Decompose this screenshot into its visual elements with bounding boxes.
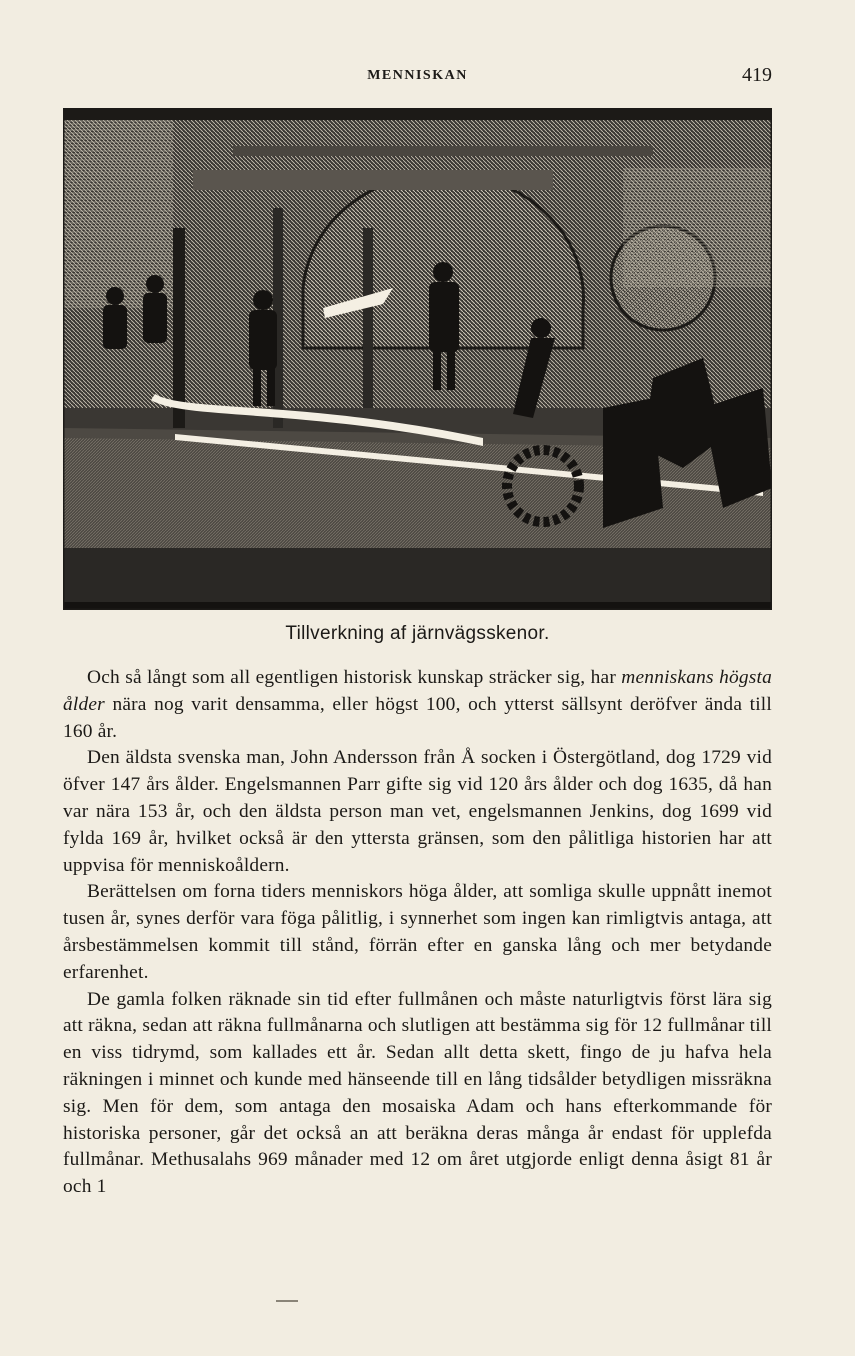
footer-mark	[276, 1300, 298, 1302]
paragraph-1-italic: menniskans högsta ålder	[63, 667, 772, 715]
engraving-illustration	[63, 108, 772, 610]
paragraph-2: Den äldsta svenska man, John Andersson från Å socken i Östergötland, dog 1729 vid öfver 147 års ålder. Engelsmannen Parr gifte sig vid 120 års ålder och dog 1635, då han var nära 153 år, och den äldsta person man vet, engelsmannen Jenkins, dog 1699 vid fylda 169 år, hvilket också är den yttersta gränsen, som den pålitliga historien har att uppvisa för menniskoåldern.	[63, 747, 772, 876]
running-title: MENNISKAN	[367, 68, 468, 83]
paragraph-3: Berättelsen om forna tiders menniskors höga ålder, att somliga skulle uppnått inemot tusen år, synes derför vara föga pålitlig, i synnerhet som ingen kan rimligtvis antaga, att årsbestämmelsen kommit till stånd, förrän efter en ganska lång och mer betydande erfarenhet.	[63, 881, 772, 983]
paragraph-1	[63, 665, 772, 745]
paragraph-1-end: nära nog varit densamma, eller högst 100, och ytterst sällsynt deröfver ända till 160 år.	[63, 693, 772, 742]
body-text	[63, 665, 772, 1201]
paragraph-1-start: Och så långt som all egentligen historisk kunskap sträcker sig, har	[87, 667, 622, 688]
page-number: 419	[742, 64, 772, 86]
rail-mill-engraving-icon	[63, 108, 772, 610]
paragraph-4: De gamla folken räknade sin tid efter fullmånen och måste naturligtvis först lära sig att räkna, sedan att räkna fullmånarna och slutligen att bestämma sig för 12 fullmånar till en viss tidrymd, som kallades ett år. Sedan allt detta skett, fingo de ju hafva hela räkningen i minnet och kunde med hänseende till en lång tidsålder betydligen missräkna sig. Men för dem, som antaga den mosaiska Adam och hans efterkommande för historiska personer, går det också an att beräkna deras många år endast för upplefda fullmånar. Methusalahs 969 månader med 12 om året utgjorde enligt denna åsigt 81 år och 1	[63, 988, 772, 1198]
page-header	[63, 64, 772, 90]
figure-caption: Tillverkning af järnvägsskenor.	[285, 623, 550, 644]
